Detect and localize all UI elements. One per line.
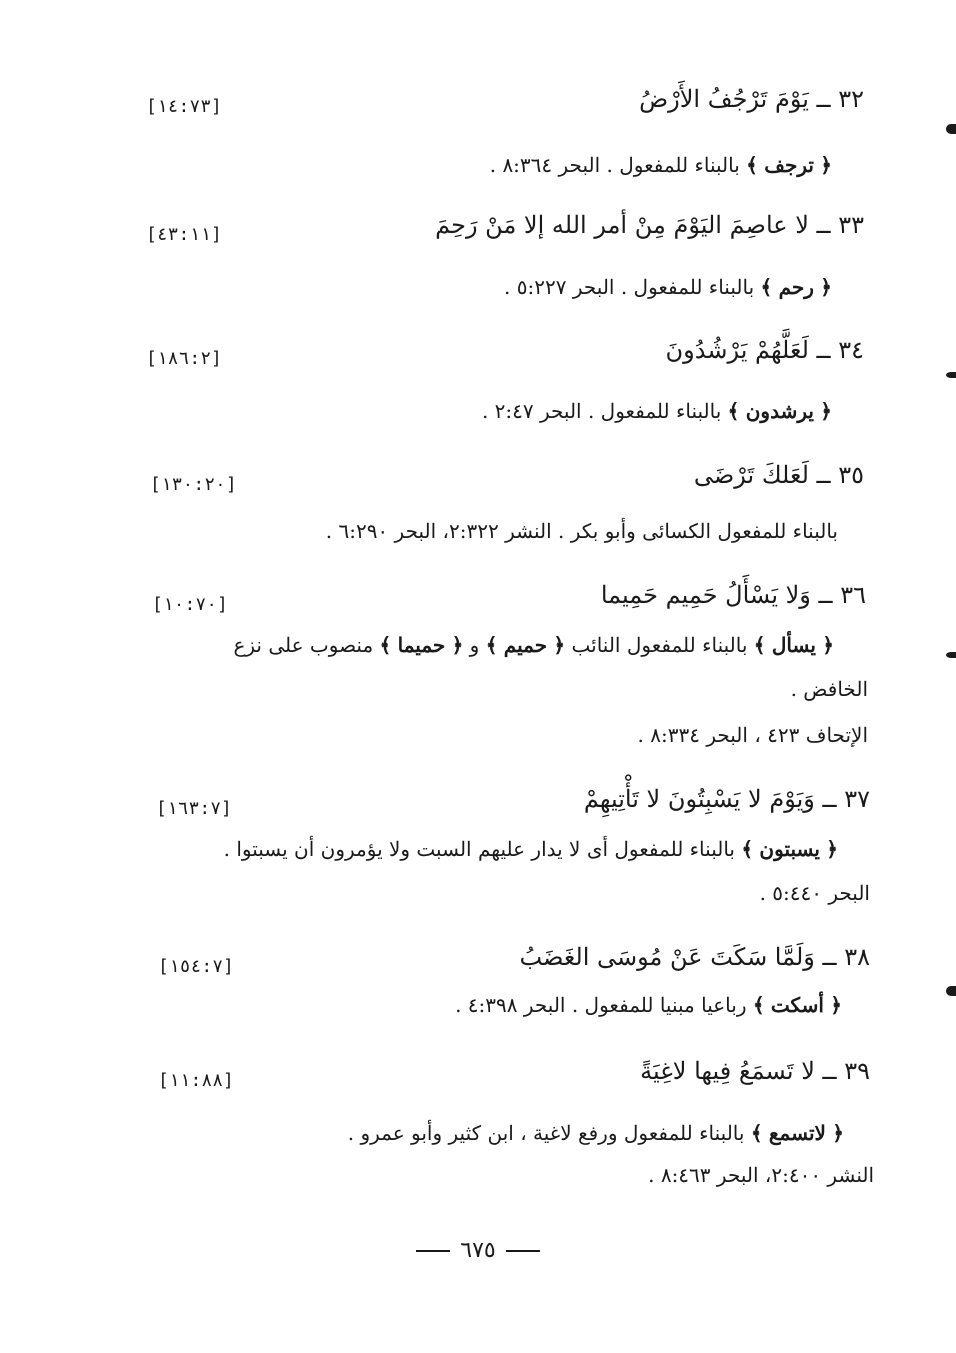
verse-line: ٣٩ ــ لا تَسمَعُ فِيها لاغِيَةً: [640, 1057, 870, 1085]
verse-line: ٣٢ ــ يَوْمَ تَرْجُفُ الأَرْضُ: [639, 85, 864, 113]
verse-line: ٣٨ ــ وَلَمَّا سَكَتَ عَنْ مُوسَى الغَضَبُ: [519, 943, 870, 971]
verse-reference: [١٣٠:٢٠]: [150, 474, 237, 495]
note-line: ﴿ يسأل ﴾ بالبناء للمفعول النائب ﴿ حميم ﴾ و ﴿ حميما ﴾ منصوب على نزع: [233, 633, 834, 657]
verse-reference: [١٠:٧٠]: [152, 594, 228, 615]
highlighted-word: حميما: [397, 633, 446, 657]
margin-mark: [946, 124, 956, 134]
verse-reference: [١٦٣:٧]: [156, 798, 232, 819]
verse-line: ٣٧ ــ وَيَوْمَ لا يَسْبِتُونَ لا تَأْتِيهِمْ: [583, 785, 870, 813]
verse-line: ٣٥ ــ لَعَلكَ تَرْضَى: [693, 461, 864, 489]
margin-mark: [946, 372, 956, 378]
note-line: بالبناء للمفعول الكسائى وأبو بكر . النشر ٢:٣٢٢، البحر ٦:٢٩٠ .: [325, 519, 838, 543]
note-line: الإتحاف ٤٢٣ ، البحر ٨:٣٣٤ .: [637, 723, 868, 747]
footer-dash: [506, 1250, 540, 1252]
footer-dash: [416, 1250, 450, 1252]
verse-reference: [١٨٦:٢]: [146, 348, 222, 369]
note-line: ﴿ أسكت ﴾ رباعيا مبنيا للمفعول . البحر ٤:٣٩٨ .: [455, 993, 842, 1017]
highlighted-word: لاتسمع: [768, 1121, 826, 1145]
note-line: ﴿ ترجف ﴾ بالبناء للمفعول . البحر ٨:٣٦٤ .: [489, 153, 832, 177]
note-line: ﴿ رحم ﴾ بالبناء للمفعول . البحر ٥:٢٢٧ .: [504, 275, 832, 299]
verse-reference: [١٤:٧٣]: [146, 96, 222, 117]
highlighted-word: يرشدون: [745, 399, 814, 423]
note-text: بالبناء للمفعول أى لا يدار عليهم السبت ولا يؤمرون أن يسبتوا .: [223, 837, 742, 861]
note-text: بالبناء للمفعول . البحر ٨:٣٦٤ .: [489, 153, 747, 177]
note-line: ﴿ لاتسمع ﴾ بالبناء للمفعول ورفع لاغية ، ابن كثير وأبو عمرو .: [347, 1121, 844, 1145]
note-line: ﴿ يسبتون ﴾ بالبناء للمفعول أى لا يدار عليهم السبت ولا يؤمرون أن يسبتوا .: [223, 837, 838, 861]
verse-reference: [٤٣:١١]: [146, 224, 222, 245]
highlighted-word: رحم: [778, 275, 814, 299]
note-text: منصوب على نزع: [233, 633, 380, 657]
note-line: البحر ٥:٤٤٠ .: [759, 881, 870, 905]
note-text: و: [463, 633, 486, 657]
note-line: ﴿ يرشدون ﴾ بالبناء للمفعول . البحر ٢:٤٧ .: [481, 399, 832, 423]
highlighted-word: أسكت: [770, 993, 824, 1017]
page-number: [0, 1236, 956, 1266]
verse-line: ٣٣ ــ لا عاصِمَ اليَوْمَ مِنْ أمر الله إلا مَنْ رَحِمَ: [435, 211, 864, 239]
highlighted-word: يسبتون: [759, 837, 820, 861]
note-text: بالبناء للمفعول ورفع لاغية ، ابن كثير وأبو عمرو .: [347, 1121, 751, 1145]
verse-reference: [١١:٨٨]: [158, 1070, 234, 1091]
verse-line: ٣٤ ــ لَعَلَّهُمْ يَرْشُدُونَ: [665, 336, 864, 364]
margin-mark: [946, 652, 956, 658]
note-text: رباعيا مبنيا للمفعول . البحر ٤:٣٩٨ .: [455, 993, 753, 1017]
highlighted-word: حميم: [503, 633, 548, 657]
note-text: بالبناء للمفعول . البحر ٥:٢٢٧ .: [504, 275, 761, 299]
highlighted-word: ترجف: [764, 153, 814, 177]
verse-line: ٣٦ ــ وَلا يَسْأَلُ حَمِيم حَمِيما: [600, 581, 866, 609]
note-text: بالبناء للمفعول النائب: [565, 633, 754, 657]
margin-mark: [946, 986, 956, 996]
page-number-text: ٦٧٥: [460, 1238, 496, 1263]
highlighted-word: يسأل: [771, 633, 816, 657]
note-text: بالبناء للمفعول . البحر ٢:٤٧ .: [481, 399, 728, 423]
note-line: الخافض .: [790, 677, 868, 701]
note-line: النشر ٢:٤٠٠، البحر ٨:٤٦٣ .: [648, 1163, 874, 1187]
verse-reference: [١٥٤:٧]: [158, 956, 234, 977]
